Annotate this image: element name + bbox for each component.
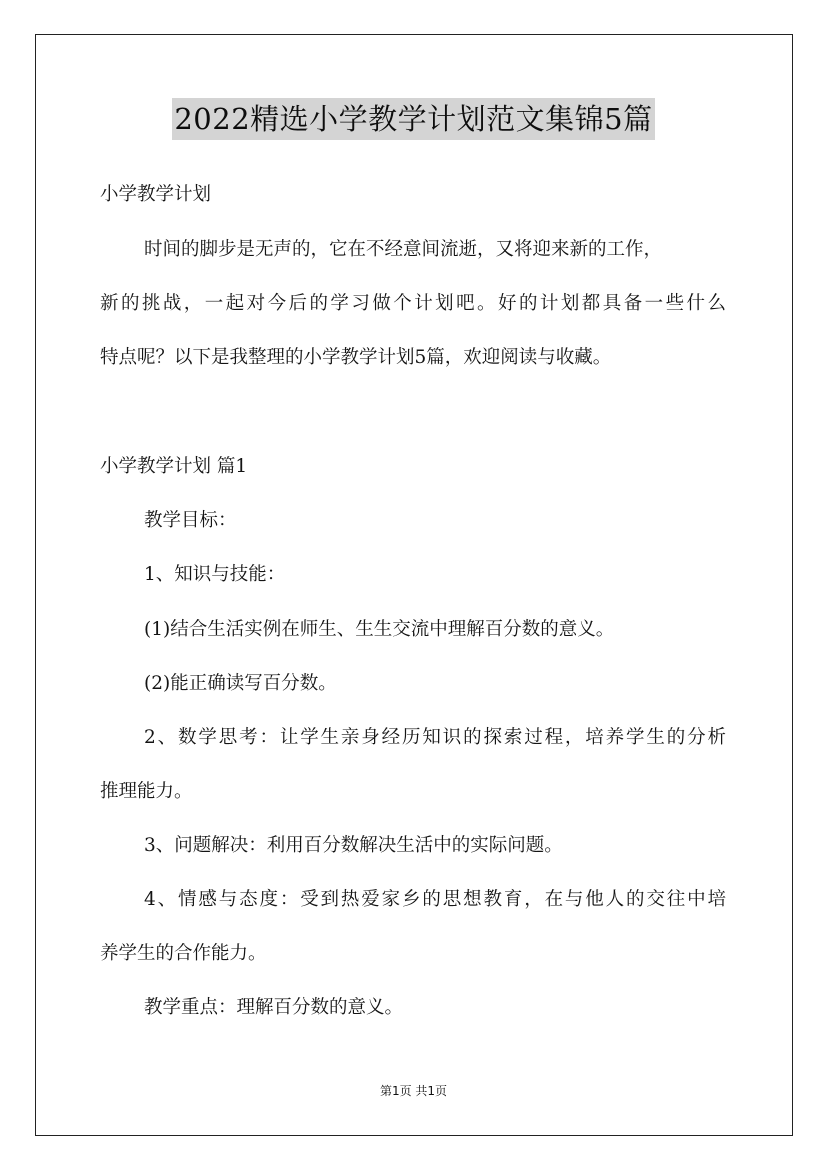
paragraph-line: 教学重点：理解百分数的意义。 [144,997,404,1018]
paragraph-line: 2、数学思考：让学生亲身经历知识的探索过程，培养学生的分析 [144,727,726,748]
document-title[interactable]: 2022精选小学教学计划范文集锦5篇 [172,98,654,140]
section-heading: 小学教学计划 篇1 [100,456,248,477]
paragraph-line: 1、知识与技能： [144,564,286,585]
paragraph-line: 4、情感与态度：受到热爱家乡的思想教育，在与他人的交往中培 [144,889,726,910]
paragraph-line: 推理能力。 [100,781,193,802]
paragraph-line: 教学目标： [144,510,237,531]
paragraph-line: (2)能正确读写百分数。 [144,673,337,694]
paragraph-line: (1)结合生活实例在师生、生生交流中理解百分数的意义。 [144,619,615,640]
paragraph-line: 特点呢？以下是我整理的小学教学计划5篇，欢迎阅读与收藏。 [100,347,612,368]
paragraph-line: 时间的脚步是无声的，它在不经意间流逝，又将迎来新的工作， [144,239,663,260]
paragraph-line: 养学生的合作能力。 [100,943,267,964]
page-number-footer: 第1页 共1页 [379,1084,448,1098]
title-container [0,98,827,140]
paragraph-line: 3、问题解决：利用百分数解决生活中的实际问题。 [144,835,563,856]
paragraph-line: 新的挑战，一起对今后的学习做个计划吧。好的计划都具备一些什么 [100,293,726,314]
section-heading: 小学教学计划 [100,184,212,205]
